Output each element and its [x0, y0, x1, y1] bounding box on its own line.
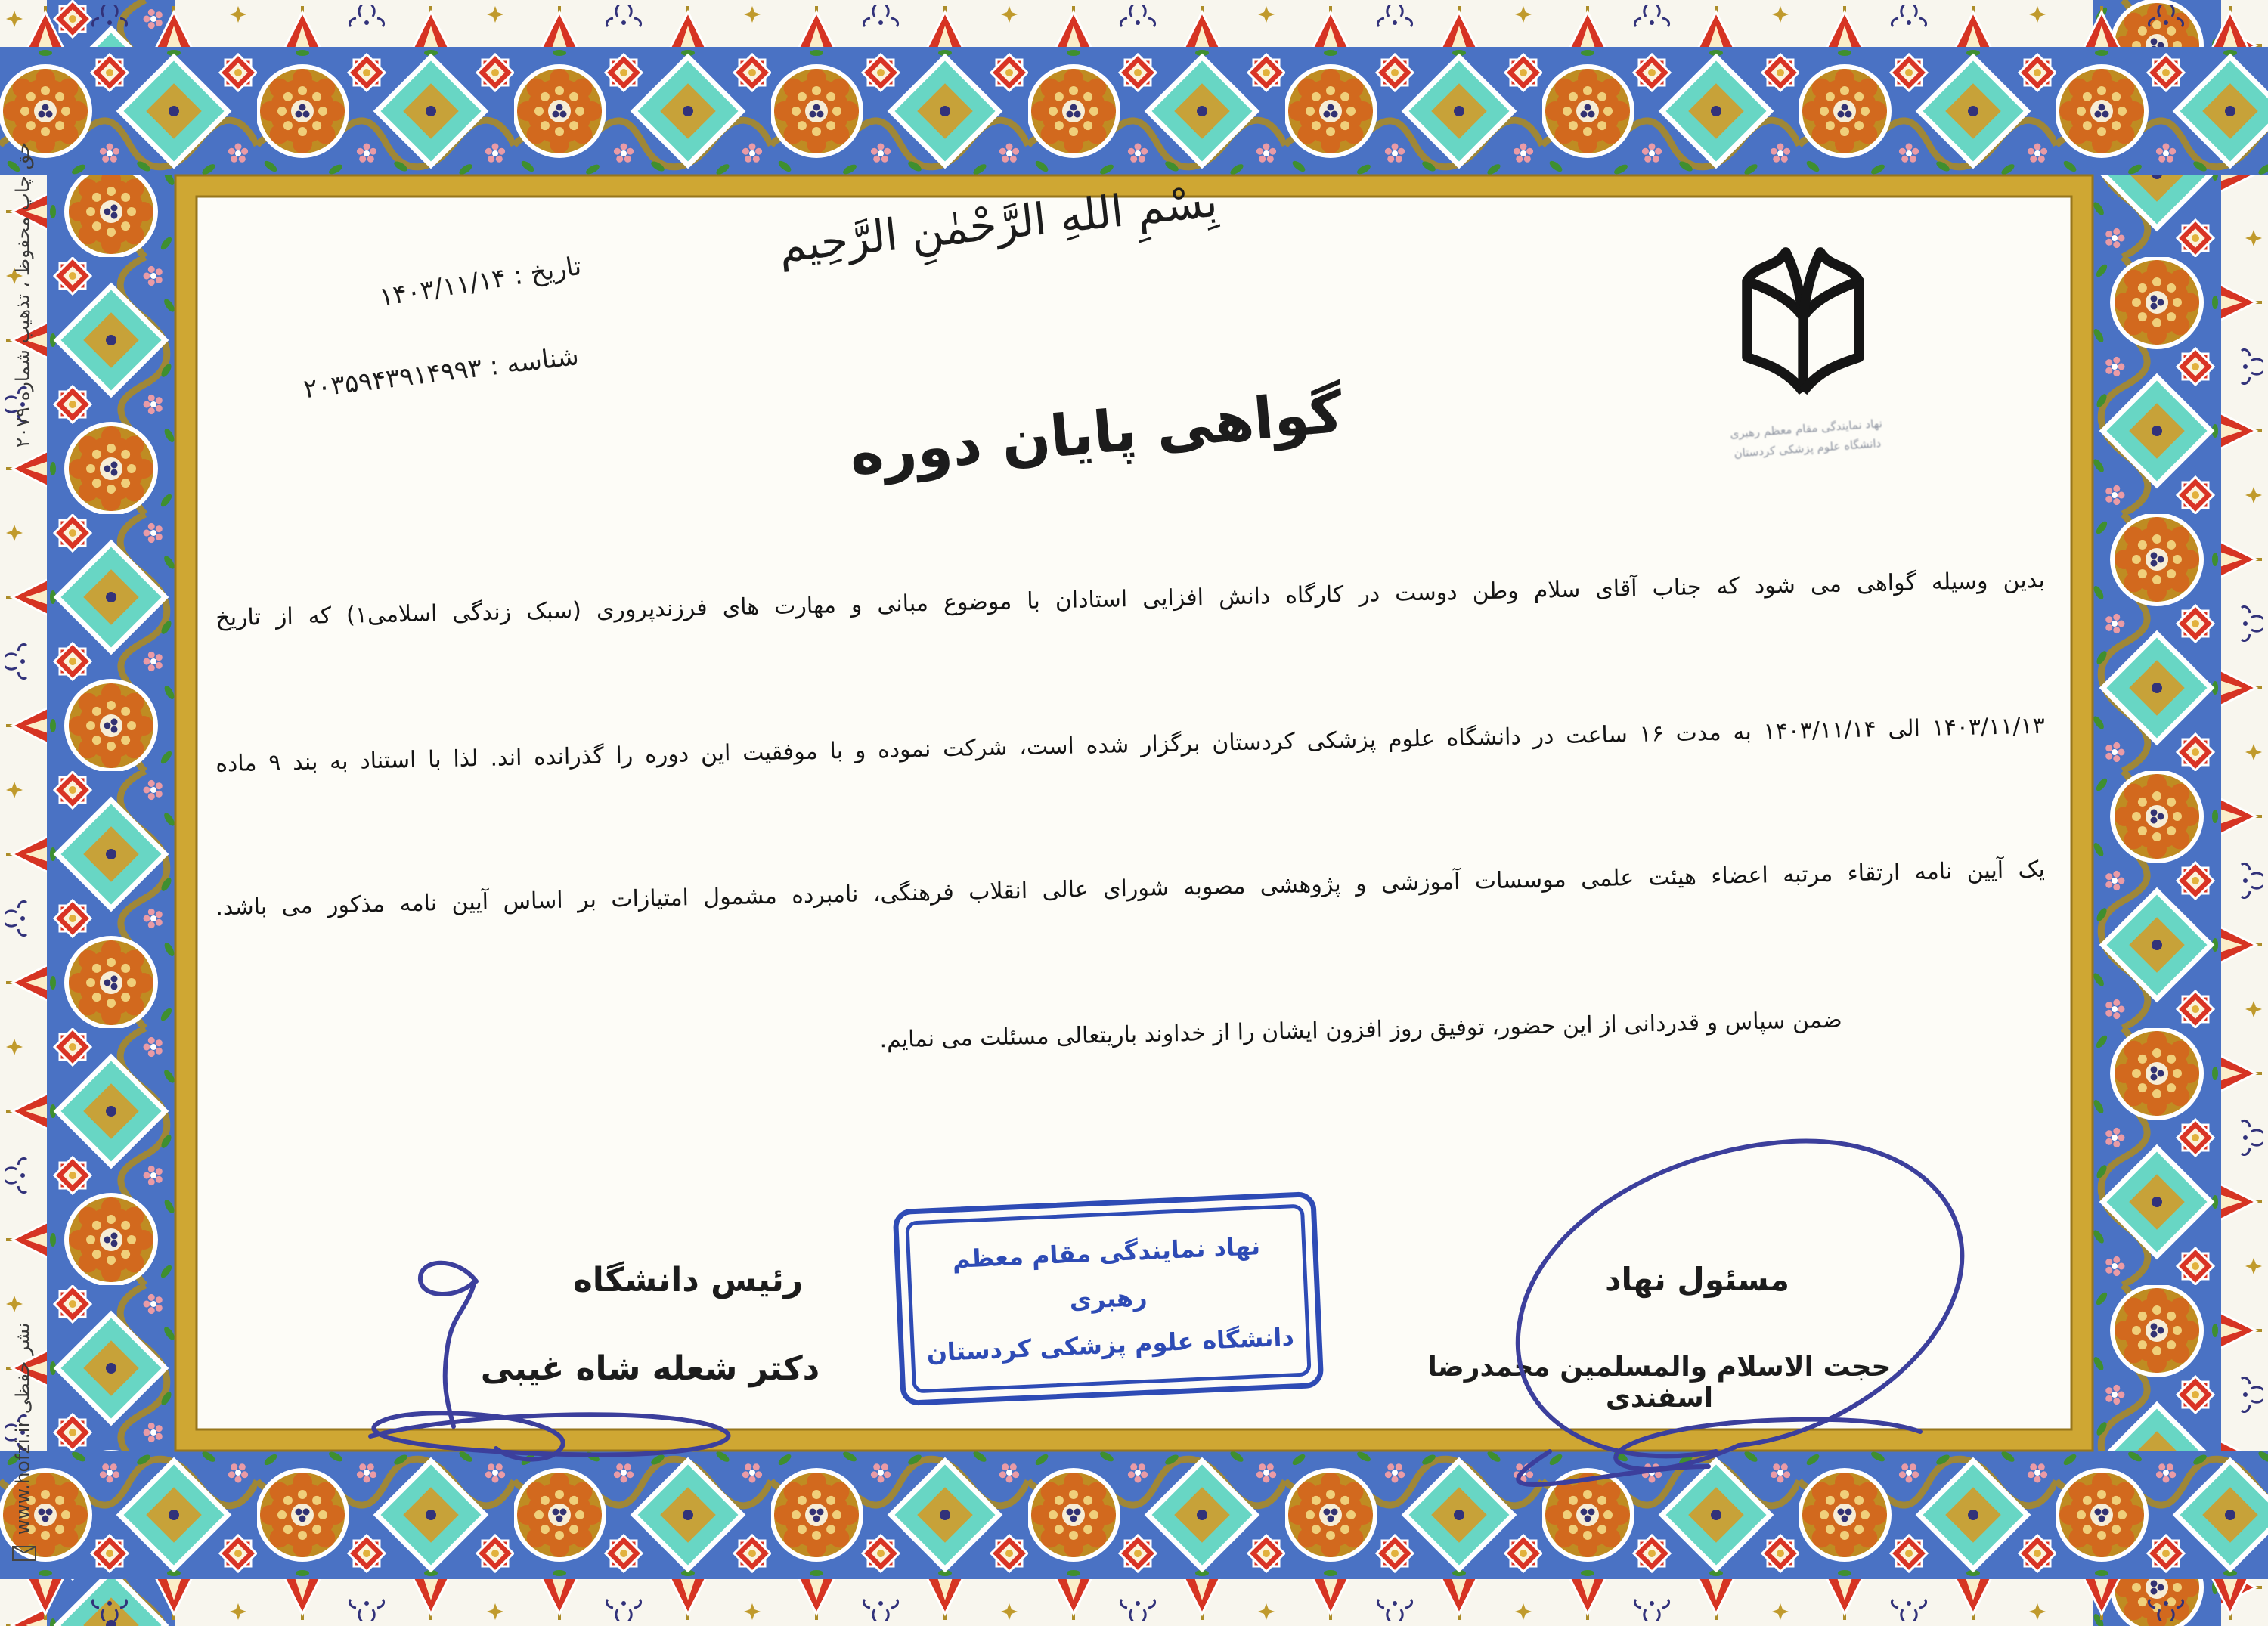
stamp-outer-border [893, 1191, 1325, 1407]
logo-caption-line1: نهاد نمایندگی مقام معظم رهبری [1729, 417, 1883, 441]
stamp-inner-border [905, 1204, 1311, 1394]
left-signature [318, 1209, 801, 1497]
stamp-line-2: دانشگاه علوم پزشکی کردستان [925, 1321, 1295, 1367]
date-label: تاریخ : [511, 250, 584, 292]
right-signatory-role: مسئول نهاد [1604, 1261, 1790, 1298]
left-signatory-name: دکتر شعله شاه غیبی [480, 1349, 820, 1388]
right-signature [1436, 1096, 2011, 1504]
publisher-edge-note: نشر حفظی www.hofzi.ir [11, 1322, 34, 1535]
logo-caption-line2: دانشگاه علوم پزشکی کردستان [1733, 435, 1882, 460]
body-line-2: ۱۴۰۳/۱۱/۱۳ الی ۱۴۰۳/۱۱/۱۴ به مدت ۱۶ ساعت در دانشگاه علوم پزشکی کردستان برگزار شده است، شرکت نموده و با موفقیت این دوره را گذرانده اند. لذا با استناد به بند ۹ ماده [215, 712, 2046, 778]
publisher-book-icon [11, 1542, 38, 1565]
certificate-id-label: شناسه : [488, 340, 581, 382]
copyright-edge-note: حق چاپ محفوظ ، تذهیب شماره ۲۰۷۹ [11, 141, 34, 448]
open-book-tulip-logo-icon [1731, 242, 1875, 401]
certificate-id-value: ۲۰۳۵۹۴۳۹۱۴۹۹۳ [302, 352, 484, 405]
certificate-title: گواهی پایان دوره [847, 377, 1346, 488]
stamp-line-1: نهاد نمایندگی مقام معظم رهبری [951, 1231, 1261, 1315]
date-value: ۱۴۰۳/۱۱/۱۴ [376, 262, 509, 313]
body-line-1: بدین وسیله گواهی می شود که جناب آقای سلام وطن دوست در کارگاه دانش افزایی استادان با موضوع مبانی و مهارت های فرزندپروری (سبک زندگی اسلامی۱) که از تاریخ [215, 566, 2046, 632]
bismillah-calligraphy: بِسْمِ اللهِ الرَّحْمٰنِ الرَّحِيم [776, 175, 1220, 273]
body-line-4: ضمن سپاس و قدردانی از این حضور، توفیق روز افزون ایشان را از خداوند باریتعالی مسئلت می نمایم. [879, 1006, 1842, 1054]
right-signatory-name: حجت الاسلام والمسلمین محمدرضا اسفندی [1427, 1352, 1892, 1414]
institution-stamp [893, 1191, 1325, 1407]
body-line-3: یک آیین نامه ارتقاء مرتبه اعضاء هیئت علمی موسسات آموزشی و پژوهشی مصوبه شورای عالی انقلاب فرهنگی، نامبرده مشمول امتیازات بر اساس آیین نامه مذکور می باشد. [215, 856, 2046, 921]
left-signatory-role: رئیس دانشگاه [572, 1261, 804, 1299]
